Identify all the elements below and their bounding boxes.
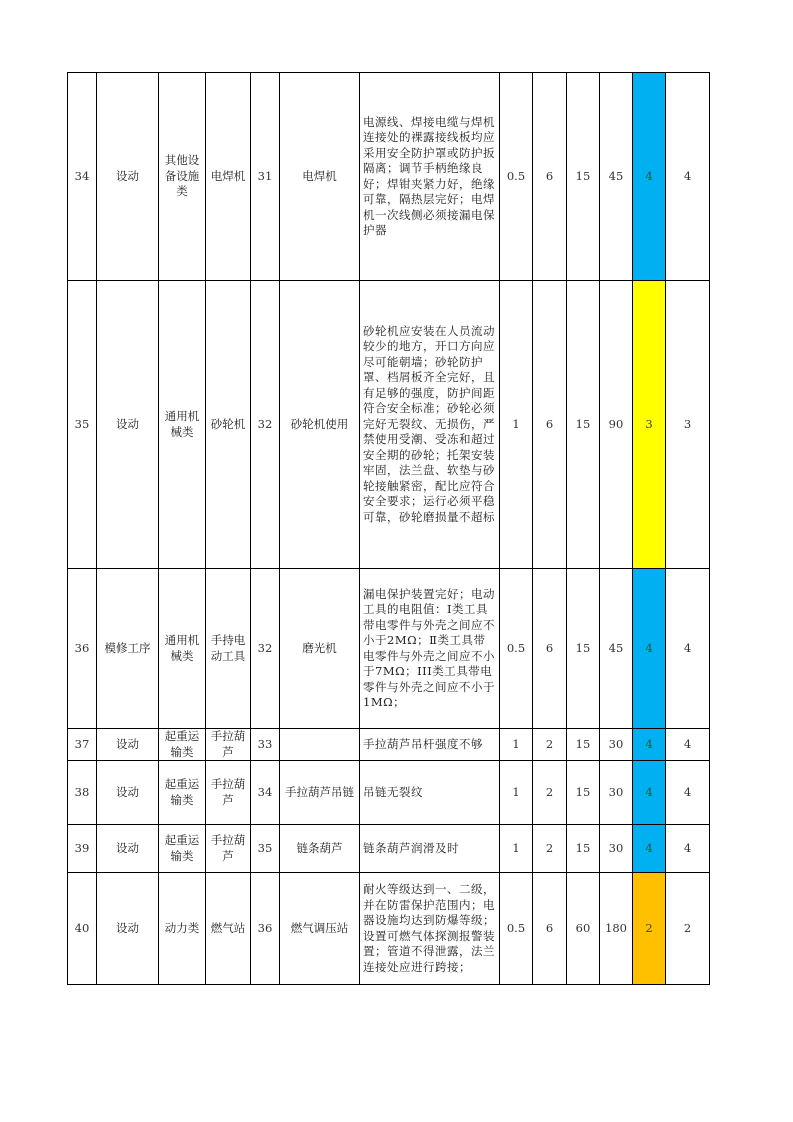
risk-score-d-cell[interactable]: 30 <box>600 761 633 825</box>
risk-grade-cell[interactable]: 4 <box>666 73 710 281</box>
item-name-cell[interactable]: 磨光机 <box>280 569 360 729</box>
consequence-c-cell[interactable]: 60 <box>567 873 600 985</box>
item-name-cell[interactable]: 燃气调压站 <box>280 873 360 985</box>
risk-score-d-cell[interactable]: 45 <box>600 569 633 729</box>
exposure-e-cell[interactable]: 2 <box>533 825 567 873</box>
likelihood-l-cell[interactable]: 0.5 <box>500 569 533 729</box>
risk-level-cell[interactable]: 3 <box>633 281 666 569</box>
risk-level-cell[interactable]: 4 <box>633 569 666 729</box>
likelihood-l-cell[interactable]: 1 <box>500 729 533 761</box>
item-name-cell[interactable]: 砂轮机使用 <box>280 281 360 569</box>
item-name-cell[interactable] <box>280 729 360 761</box>
hazard-description-cell[interactable]: 耐火等级达到一、二级，并在防雷保护范围内；电器设施均达到防爆等级；设置可燃气体探测报警装置；管道不得泄露，法兰连接处应进行跨接； <box>360 873 500 985</box>
hazard-description-cell[interactable]: 砂轮机应安装在人员流动较少的地方，开口方向应尽可能朝墙；砂轮防护罩、档屑板齐全完好，且有足够的强度，防护间距符合安全标准；砂轮必须完好无裂纹、无损伤，严禁使用受潮、受冻和超过安全期的砂轮；托架安装牢固，法兰盘、软垫与砂轮接触紧密，配比应符合安全要求；运行必须平稳可靠，砂轮磨损量不超标 <box>360 281 500 569</box>
risk-score-d-cell[interactable]: 30 <box>600 729 633 761</box>
equipment-cell[interactable]: 手持电动工具 <box>206 569 251 729</box>
category-cell[interactable]: 其他设备设施类 <box>159 73 206 281</box>
consequence-c-cell[interactable]: 15 <box>567 825 600 873</box>
risk-level-cell[interactable]: 4 <box>633 73 666 281</box>
item-number-cell[interactable]: 35 <box>251 825 280 873</box>
risk-score-d-cell[interactable]: 45 <box>600 73 633 281</box>
risk-grade-cell[interactable]: 4 <box>666 729 710 761</box>
item-number-cell[interactable]: 36 <box>251 873 280 985</box>
hazard-description-cell[interactable]: 手拉葫芦吊杆强度不够 <box>360 729 500 761</box>
activity-cell[interactable]: 模修工序 <box>97 569 159 729</box>
item-name-cell[interactable]: 电焊机 <box>280 73 360 281</box>
category-cell[interactable]: 起重运输类 <box>159 761 206 825</box>
table-row <box>68 281 710 569</box>
row-number-cell[interactable]: 40 <box>68 873 97 985</box>
activity-cell[interactable]: 设动 <box>97 761 159 825</box>
risk-level-cell[interactable]: 2 <box>633 873 666 985</box>
equipment-cell[interactable]: 电焊机 <box>206 73 251 281</box>
row-number-cell[interactable]: 38 <box>68 761 97 825</box>
likelihood-l-cell[interactable]: 0.5 <box>500 73 533 281</box>
table-row <box>68 73 710 281</box>
table-row <box>68 569 710 729</box>
likelihood-l-cell[interactable]: 1 <box>500 825 533 873</box>
category-cell[interactable]: 起重运输类 <box>159 729 206 761</box>
exposure-e-cell[interactable]: 2 <box>533 761 567 825</box>
equipment-cell[interactable]: 砂轮机 <box>206 281 251 569</box>
hazard-description-cell[interactable]: 链条葫芦润滑及时 <box>360 825 500 873</box>
equipment-cell[interactable]: 手拉葫芦 <box>206 825 251 873</box>
item-number-cell[interactable]: 32 <box>251 281 280 569</box>
consequence-c-cell[interactable]: 15 <box>567 761 600 825</box>
item-number-cell[interactable]: 33 <box>251 729 280 761</box>
item-number-cell[interactable]: 31 <box>251 73 280 281</box>
category-cell[interactable]: 通用机械类 <box>159 281 206 569</box>
risk-grade-cell[interactable]: 4 <box>666 825 710 873</box>
likelihood-l-cell[interactable]: 0.5 <box>500 873 533 985</box>
risk-level-cell[interactable]: 4 <box>633 729 666 761</box>
risk-grade-cell[interactable]: 3 <box>666 281 710 569</box>
risk-score-d-cell[interactable]: 30 <box>600 825 633 873</box>
equipment-cell[interactable]: 手拉葫芦 <box>206 729 251 761</box>
hazard-description-cell[interactable]: 漏电保护装置完好；电动工具的电阻值：I类工具带电零件与外壳之间应不小于2MΩ；Ⅱ类工具带电零件与外壳之间应不小于7MΩ；III类工具带电零件与外壳之间应不小于1MΩ； <box>360 569 500 729</box>
row-number-cell[interactable]: 37 <box>68 729 97 761</box>
activity-cell[interactable]: 设动 <box>97 873 159 985</box>
consequence-c-cell[interactable]: 15 <box>567 281 600 569</box>
risk-grade-cell[interactable]: 4 <box>666 569 710 729</box>
exposure-e-cell[interactable]: 2 <box>533 729 567 761</box>
consequence-c-cell[interactable]: 15 <box>567 73 600 281</box>
item-name-cell[interactable]: 手拉葫芦吊链 <box>280 761 360 825</box>
activity-cell[interactable]: 设动 <box>97 73 159 281</box>
exposure-e-cell[interactable]: 6 <box>533 281 567 569</box>
item-number-cell[interactable]: 32 <box>251 569 280 729</box>
row-number-cell[interactable]: 35 <box>68 281 97 569</box>
consequence-c-cell[interactable]: 15 <box>567 729 600 761</box>
hazard-description-cell[interactable]: 电源线、焊接电缆与焊机连接处的裸露接线板均应采用安全防护罩或防护扳隔离；调节手柄绝缘良好；焊钳夹紧力好，绝缘可靠，隔热层完好；电焊机一次线侧必须接漏电保护器 <box>360 73 500 281</box>
equipment-cell[interactable]: 手拉葫芦 <box>206 761 251 825</box>
exposure-e-cell[interactable]: 6 <box>533 569 567 729</box>
consequence-c-cell[interactable]: 15 <box>567 569 600 729</box>
table-row <box>68 761 710 825</box>
likelihood-l-cell[interactable]: 1 <box>500 761 533 825</box>
risk-level-cell[interactable]: 4 <box>633 825 666 873</box>
activity-cell[interactable]: 设动 <box>97 729 159 761</box>
risk-grade-cell[interactable]: 4 <box>666 761 710 825</box>
risk-grade-cell[interactable]: 2 <box>666 873 710 985</box>
risk-assessment-table <box>67 72 710 985</box>
hazard-description-cell[interactable]: 吊链无裂纹 <box>360 761 500 825</box>
category-cell[interactable]: 通用机械类 <box>159 569 206 729</box>
table-row <box>68 873 710 985</box>
exposure-e-cell[interactable]: 6 <box>533 73 567 281</box>
equipment-cell[interactable]: 燃气站 <box>206 873 251 985</box>
activity-cell[interactable]: 设动 <box>97 281 159 569</box>
category-cell[interactable]: 动力类 <box>159 873 206 985</box>
exposure-e-cell[interactable]: 6 <box>533 873 567 985</box>
table-row <box>68 825 710 873</box>
row-number-cell[interactable]: 34 <box>68 73 97 281</box>
table-row <box>68 729 710 761</box>
risk-score-d-cell[interactable]: 180 <box>600 873 633 985</box>
item-number-cell[interactable]: 34 <box>251 761 280 825</box>
row-number-cell[interactable]: 36 <box>68 569 97 729</box>
likelihood-l-cell[interactable]: 1 <box>500 281 533 569</box>
item-name-cell[interactable]: 链条葫芦 <box>280 825 360 873</box>
risk-level-cell[interactable]: 4 <box>633 761 666 825</box>
activity-cell[interactable]: 设动 <box>97 825 159 873</box>
risk-score-d-cell[interactable]: 90 <box>600 281 633 569</box>
category-cell[interactable]: 起重运输类 <box>159 825 206 873</box>
row-number-cell[interactable]: 39 <box>68 825 97 873</box>
